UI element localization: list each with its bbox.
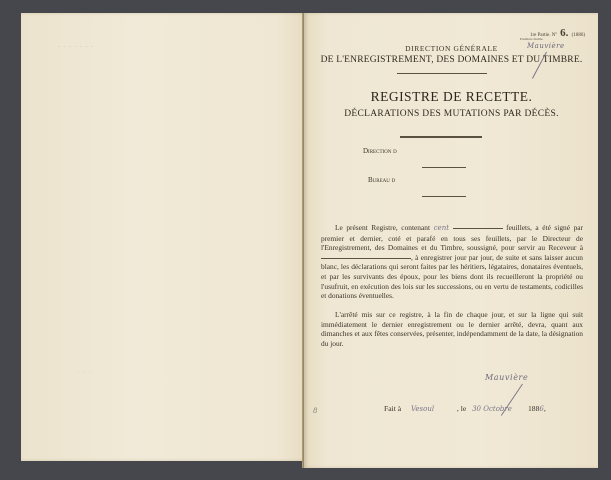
leaf-count-fill-line bbox=[453, 228, 503, 229]
page-number-mark: 8 bbox=[313, 407, 318, 415]
handwritten-leaf-count: cent bbox=[433, 224, 450, 232]
reference-number: 6. bbox=[560, 27, 569, 39]
bureau-fill-line bbox=[422, 196, 466, 197]
declaration-paragraph: Le présent Registre, contenant cent feuillets, a été signé par premier et dernier, coté et parafé en tous ses feuillets, par le Directeur de l'Enregistrement, des Domaines et du Timbre, soussigné, pour servir au Receveur à , à enregistrer jour par jour, de suite et sans laisser aucun blanc, les déclarations qui seront faites par les héritiers, légataires, donataires éventuels, et par les survivants des époux, pour les biens dont ils recueilleront la propriété ou l'usufruit, en exécution des lois sur les successions, ou en vertu de testaments, codicilles et donations éventuelles. bbox=[321, 223, 584, 301]
bureau-label: Bureau d bbox=[368, 176, 396, 184]
closing-paragraph: L'arrêté mis sur ce registre, à la fin de chaque jour, et sur la ligne qui suit immédiatement le dernier enregistrement ou le dernier arrêté, devra, quant aux dimanches et aux fêtes conservées, présenter, indépendamment de la date, la désignation du jour. bbox=[321, 310, 583, 348]
header-direction-generale: DIRECTION GÉNÉRALE bbox=[405, 44, 498, 53]
left-page bbox=[21, 13, 306, 461]
register-reference bbox=[505, 27, 585, 39]
divider bbox=[397, 73, 487, 74]
handwritten-date: 30 Octobre bbox=[472, 405, 512, 413]
reference-year: (1886) bbox=[571, 33, 585, 38]
handwritten-year-digit: 6 bbox=[539, 405, 544, 413]
reference-sheet: Première feuille. bbox=[520, 37, 544, 41]
direction-label: Direction d bbox=[363, 147, 397, 155]
left-page-ghost-mark: · · · bbox=[78, 370, 92, 376]
handwritten-place: Vesoul bbox=[411, 405, 435, 413]
left-page-ghost-mark: - - - - - - - bbox=[58, 44, 94, 50]
header-administration: DE L'ENREGISTREMENT, DES DOMAINES ET DU TIMBRE. bbox=[320, 55, 583, 65]
divider bbox=[400, 136, 482, 138]
reference-part: 1re Partie. Nº bbox=[529, 33, 557, 38]
page-subtitle: DÉCLARATIONS DES MUTATIONS PAR DÉCÈS. bbox=[344, 109, 559, 119]
receveur-fill-line bbox=[321, 258, 411, 259]
page-title: REGISTRE DE RECETTE. bbox=[370, 89, 533, 104]
signoff-line: Fait à Vesoul , le 30 Octobre 1886, bbox=[384, 404, 546, 413]
corner-handwriting: Mauvière bbox=[527, 42, 565, 50]
direction-fill-line bbox=[422, 167, 466, 168]
director-signature: Mauvière bbox=[485, 373, 529, 382]
